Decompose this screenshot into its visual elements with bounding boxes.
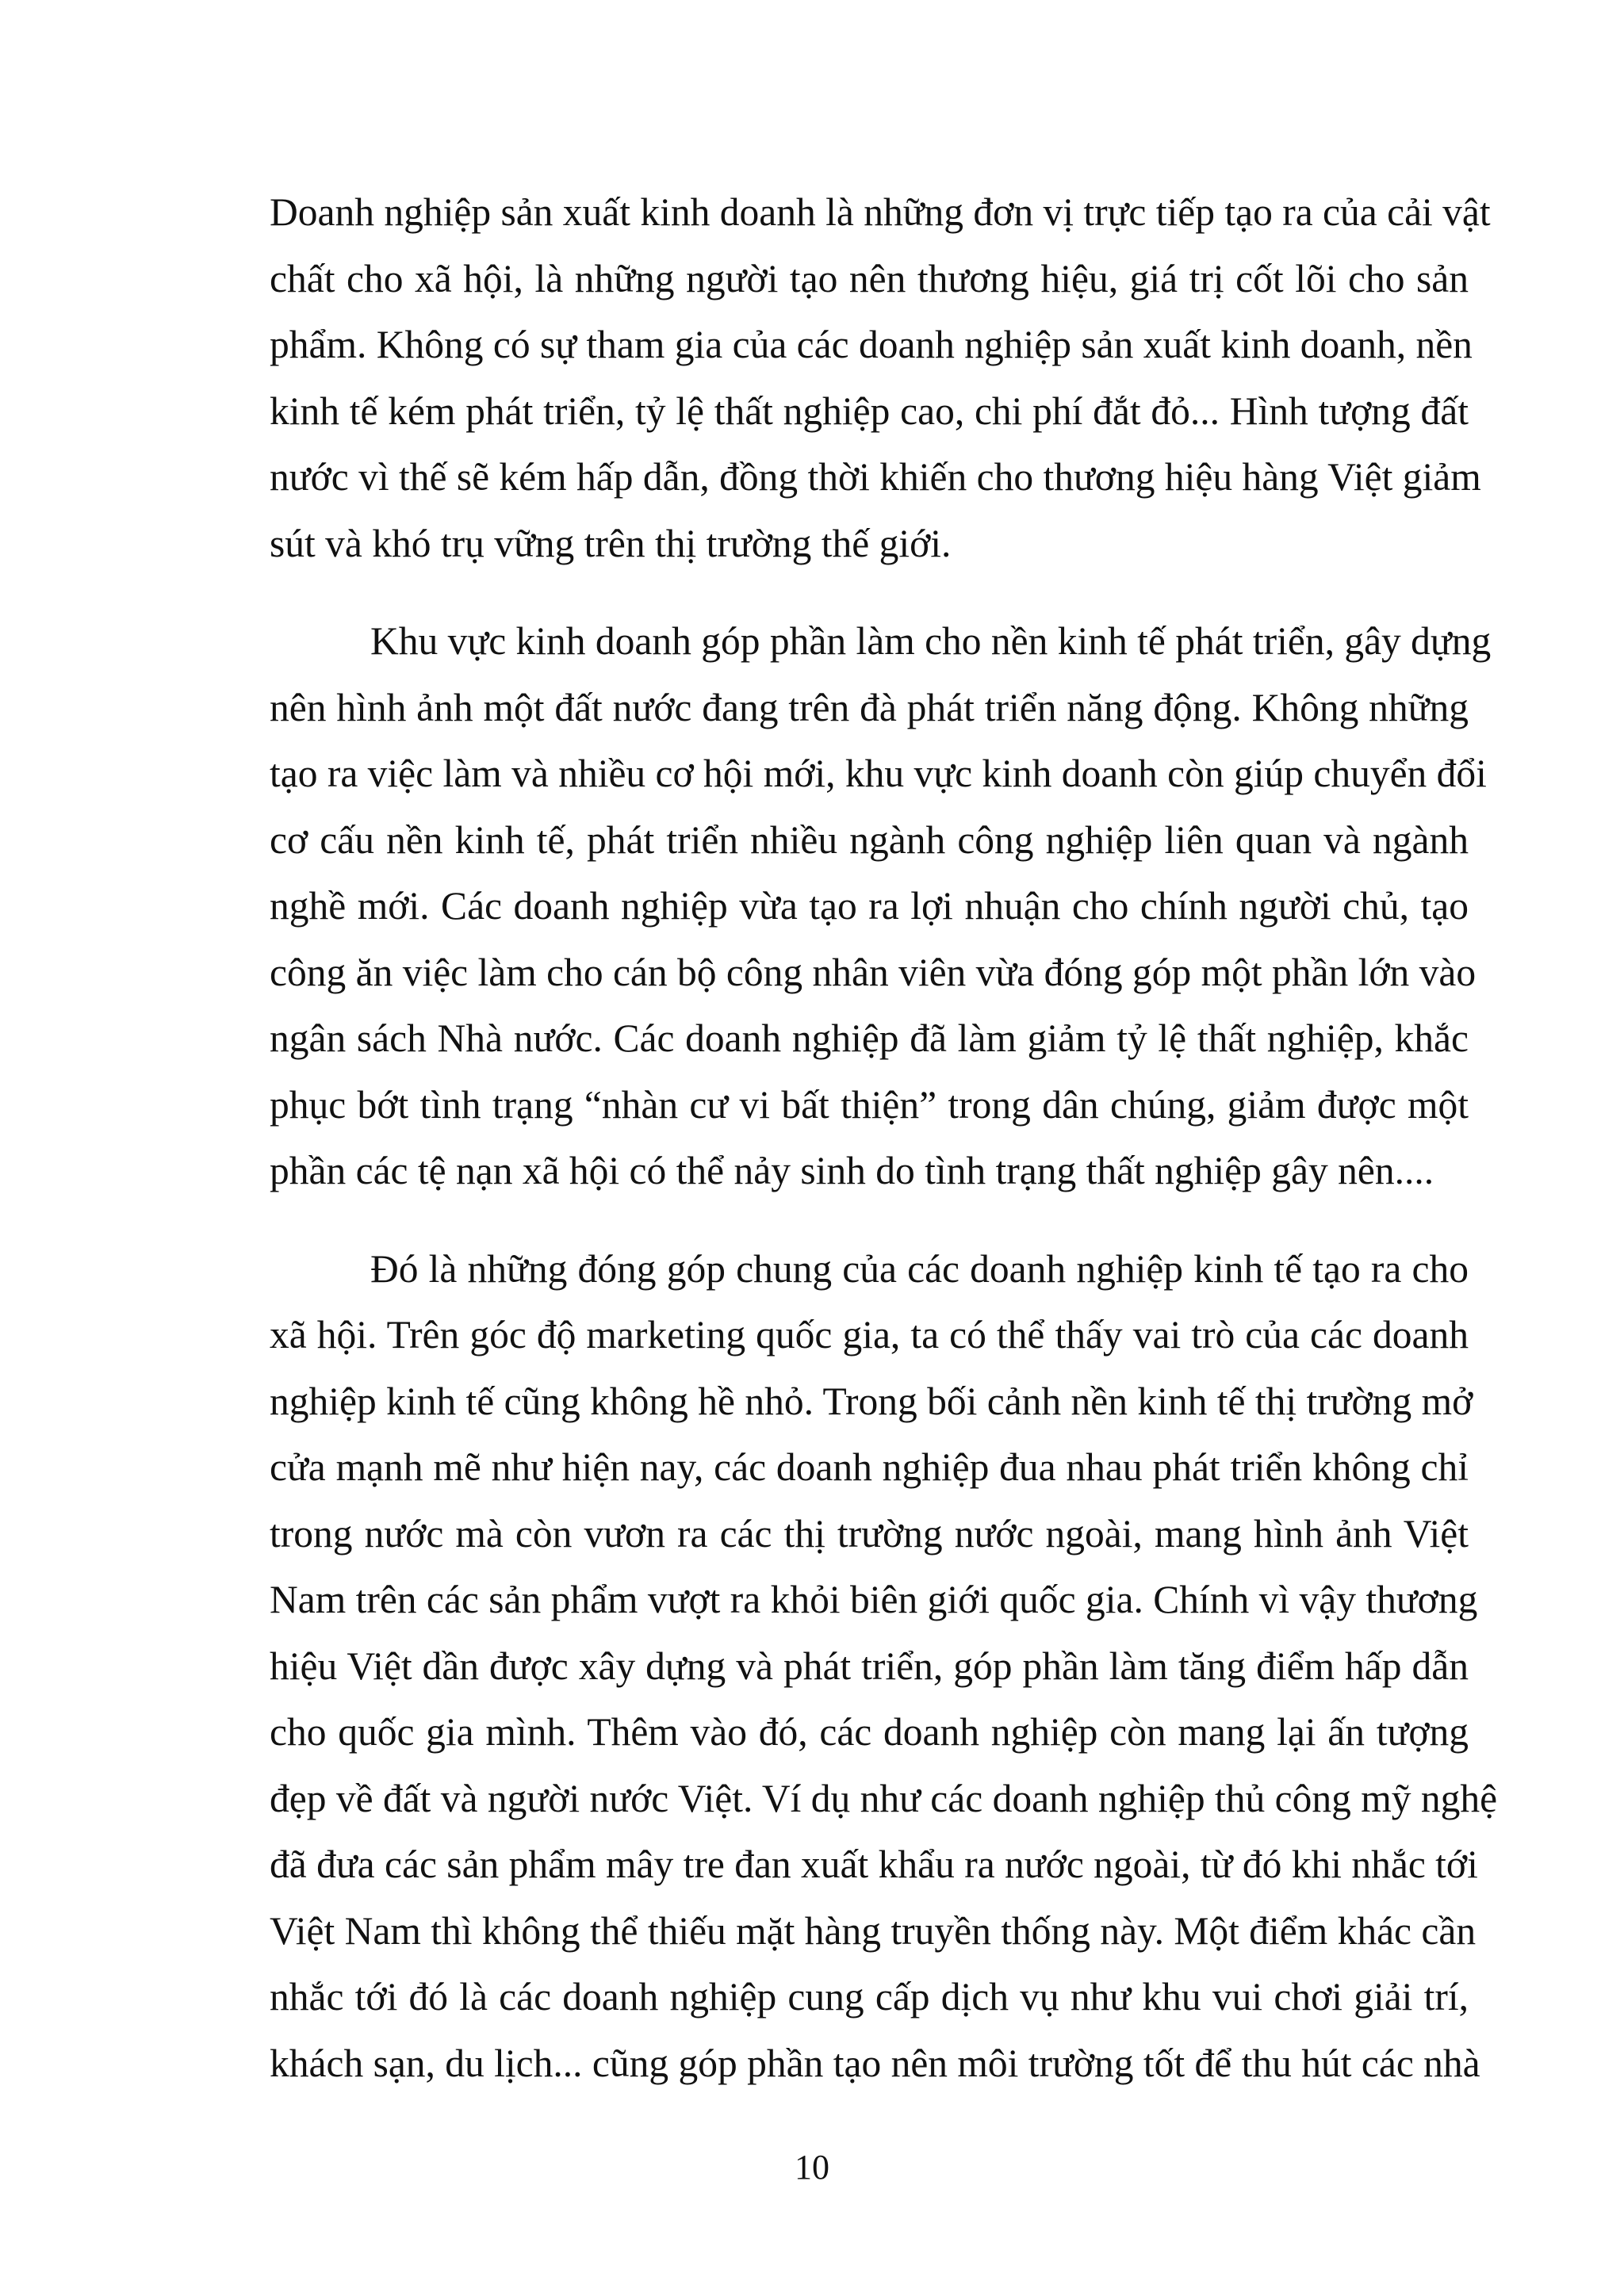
text-line: phục bớt tình trạng “nhàn cư vi bất thiện” trong dân chúng, giảm được một <box>270 1082 1469 1127</box>
text-line: xã hội. Trên góc độ marketing quốc gia, ta có thể thấy vai trò của các doanh <box>270 1313 1469 1357</box>
text-line: khách sạn, du lịch... cũng góp phần tạo nên môi trường tốt để thu hút các nhà <box>270 2041 1480 2085</box>
paragraph-1 <box>270 179 1491 576</box>
text-line: sút và khó trụ vững trên thị trường thế giới. <box>270 521 952 565</box>
text-line: phẩm. Không có sự tham gia của các doanh nghiệp sản xuất kinh doanh, nền <box>270 323 1473 366</box>
text-line: kinh tế kém phát triển, tỷ lệ thất nghiệp cao, chi phí đắt đỏ... Hình tượng đất <box>270 388 1469 433</box>
text-line: phần các tệ nạn xã hội có thể nảy sinh do tình trạng thất nghiệp gây nên.... <box>270 1149 1434 1192</box>
paragraph-gap <box>270 576 1469 608</box>
text-line: nước vì thế sẽ kém hấp dẫn, đồng thời khiến cho thương hiệu hàng Việt giảm <box>270 455 1481 499</box>
text-line: nghiệp kinh tế cũng không hề nhỏ. Trong bối cảnh nền kinh tế thị trường mở <box>270 1379 1473 1423</box>
text-line: trong nước mà còn vươn ra các thị trường nước ngoài, mang hình ảnh Việt <box>270 1511 1469 1556</box>
text-line: Đó là những đóng góp chung của các doanh nghiệp kinh tế tạo ra cho <box>370 1246 1469 1291</box>
text-line: Nam trên các sản phẩm vượt ra khỏi biên giới quốc gia. Chính vì vậy thương <box>270 1578 1478 1621</box>
text-line: Việt Nam thì không thể thiếu mặt hàng truyền thống này. Một điểm khác cần <box>270 1908 1477 1953</box>
text-line: nghề mới. Các doanh nghiệp vừa tạo ra lợi nhuận cho chính người chủ, tạo <box>270 884 1469 928</box>
text-line: ngân sách Nhà nước. Các doanh nghiệp đã làm giảm tỷ lệ thất nghiệp, khắc <box>270 1016 1469 1060</box>
text-line: đã đưa các sản phẩm mây tre đan xuất khẩu ra nước ngoài, từ đó khi nhắc tới <box>270 1843 1478 1886</box>
text-line: Khu vực kinh doanh góp phần làm cho nền kinh tế phát triển, gây dựng <box>370 619 1492 663</box>
text-line: nhắc tới đó là các doanh nghiệp cung cấp dịch vụ như khu vui chơi giải trí, <box>270 1975 1469 2019</box>
page-number: 10 <box>795 2148 829 2187</box>
text-line: cửa mạnh mẽ như hiện nay, các doanh nghiệp đua nhau phát triển không chỉ <box>270 1445 1469 1489</box>
text-line: nên hình ảnh một đất nước đang trên đà phát triển năng động. Không những <box>270 685 1469 729</box>
paragraph-gap <box>270 1204 1469 1236</box>
body-text <box>270 179 1498 2096</box>
text-line: Doanh nghiệp sản xuất kinh doanh là những đơn vị trực tiếp tạo ra của cải vật <box>270 190 1491 234</box>
paragraph-3 <box>270 1236 1498 2097</box>
text-line: cơ cấu nền kinh tế, phát triển nhiều ngành công nghiệp liên quan và ngành <box>270 817 1469 862</box>
text-line: tạo ra việc làm và nhiều cơ hội mới, khu vực kinh doanh còn giúp chuyển đổi <box>270 752 1487 795</box>
text-line: công ăn việc làm cho cán bộ công nhân viên vừa đóng góp một phần lớn vào <box>270 950 1477 994</box>
text-line: đẹp về đất và người nước Việt. Ví dụ như các doanh nghiệp thủ công mỹ nghệ <box>270 1776 1498 1820</box>
text-line: cho quốc gia mình. Thêm vào đó, các doanh nghiệp còn mang lại ấn tượng <box>270 1710 1469 1754</box>
text-line: chất cho xã hội, là những người tạo nên thương hiệu, giá trị cốt lõi cho sản <box>270 256 1469 300</box>
text-line: hiệu Việt dần được xây dựng và phát triển, góp phần làm tăng điểm hấp dẫn <box>270 1644 1469 1688</box>
paragraph-2 <box>270 608 1492 1204</box>
